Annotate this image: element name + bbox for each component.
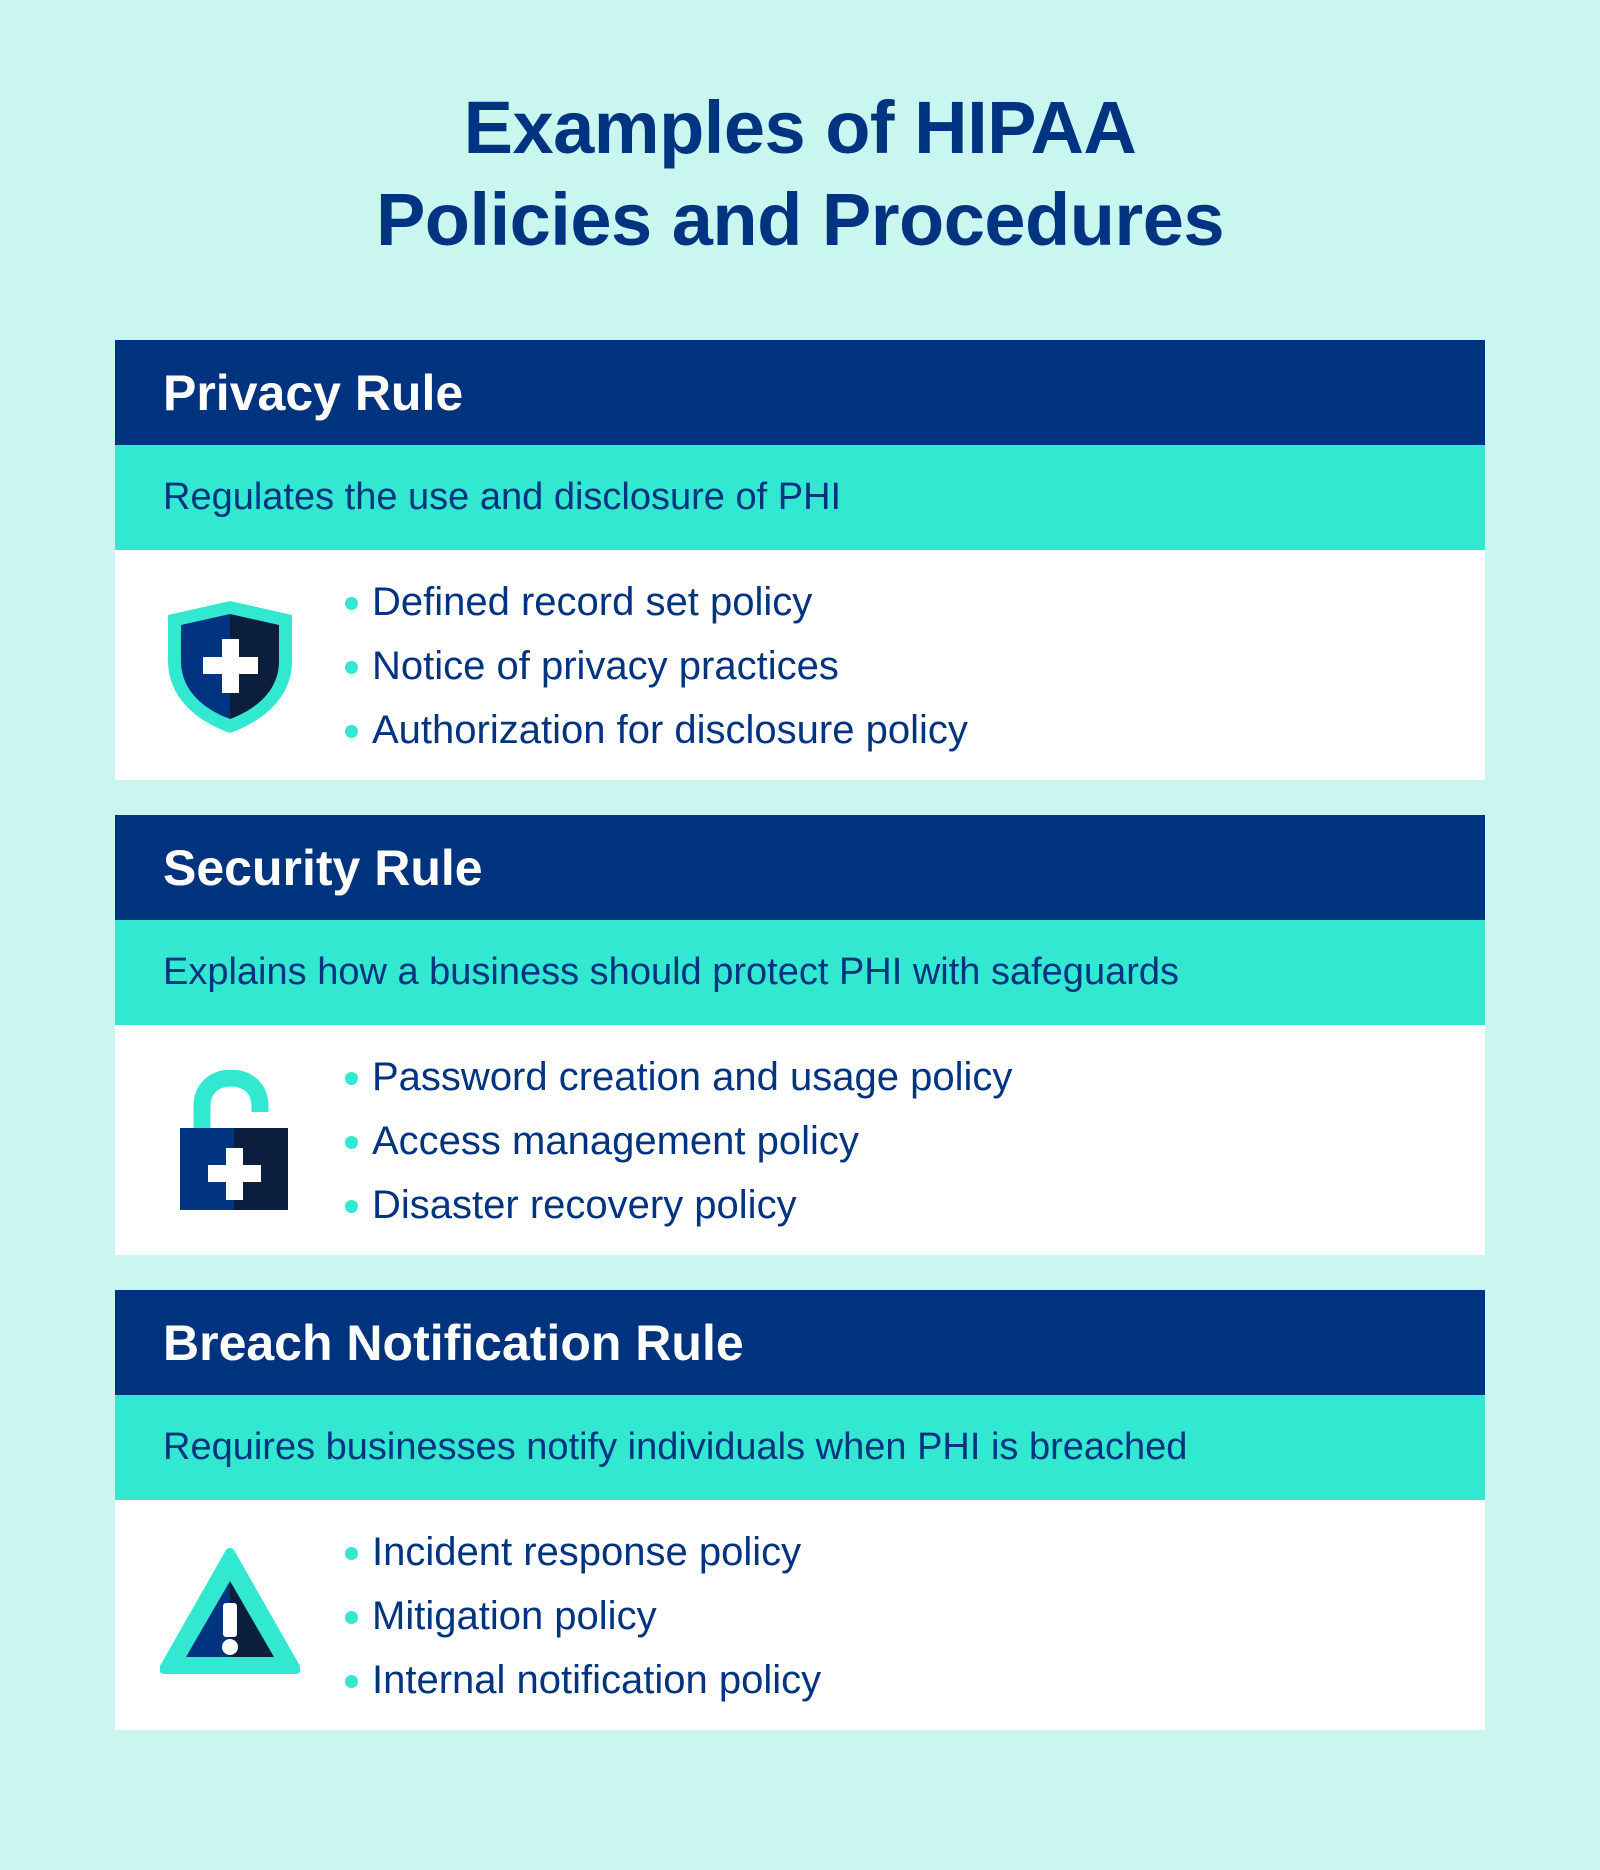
privacy-rule-card — [115, 340, 1485, 780]
list-item: Notice of privacy practices — [345, 634, 968, 698]
security-rule-body — [115, 1025, 1485, 1255]
breach-notification-rule-description: Requires businesses notify individuals when PHI is breached — [115, 1395, 1485, 1500]
privacy-rule-header — [115, 340, 1485, 445]
privacy-rule-list — [345, 570, 968, 762]
breach-notification-rule-list — [345, 1520, 821, 1712]
list-item: Incident response policy — [345, 1520, 821, 1584]
security-rule-list — [345, 1045, 1012, 1237]
list-item: Internal notification policy — [345, 1648, 821, 1712]
page-title-line-2: Policies and Procedures — [375, 178, 1225, 261]
security-rule-description: Explains how a business should protect PHI with safeguards — [115, 920, 1485, 1025]
warning-triangle-icon — [160, 1545, 300, 1685]
list-item: Password creation and usage policy — [345, 1045, 1012, 1109]
security-rule-heading: Security Rule — [163, 839, 483, 896]
list-item: Access management policy — [345, 1109, 1012, 1173]
page-title-line-1: Examples of HIPAA — [463, 86, 1137, 169]
privacy-rule-heading: Privacy Rule — [163, 364, 464, 421]
page-title — [0, 82, 1600, 266]
security-rule-header — [115, 815, 1485, 920]
list-item: Disaster recovery policy — [345, 1173, 1012, 1237]
list-item: Mitigation policy — [345, 1584, 821, 1648]
breach-notification-rule-card — [115, 1290, 1485, 1730]
list-item: Defined record set policy — [345, 570, 968, 634]
unlocked-padlock-plus-icon — [160, 1070, 300, 1210]
breach-notification-rule-heading: Breach Notification Rule — [163, 1314, 744, 1371]
privacy-rule-description: Regulates the use and disclosure of PHI — [115, 445, 1485, 550]
breach-notification-rule-header — [115, 1290, 1485, 1395]
shield-plus-icon — [160, 595, 300, 735]
security-rule-card — [115, 815, 1485, 1255]
breach-notification-rule-body — [115, 1500, 1485, 1730]
privacy-rule-body — [115, 550, 1485, 780]
list-item: Authorization for disclosure policy — [345, 698, 968, 762]
